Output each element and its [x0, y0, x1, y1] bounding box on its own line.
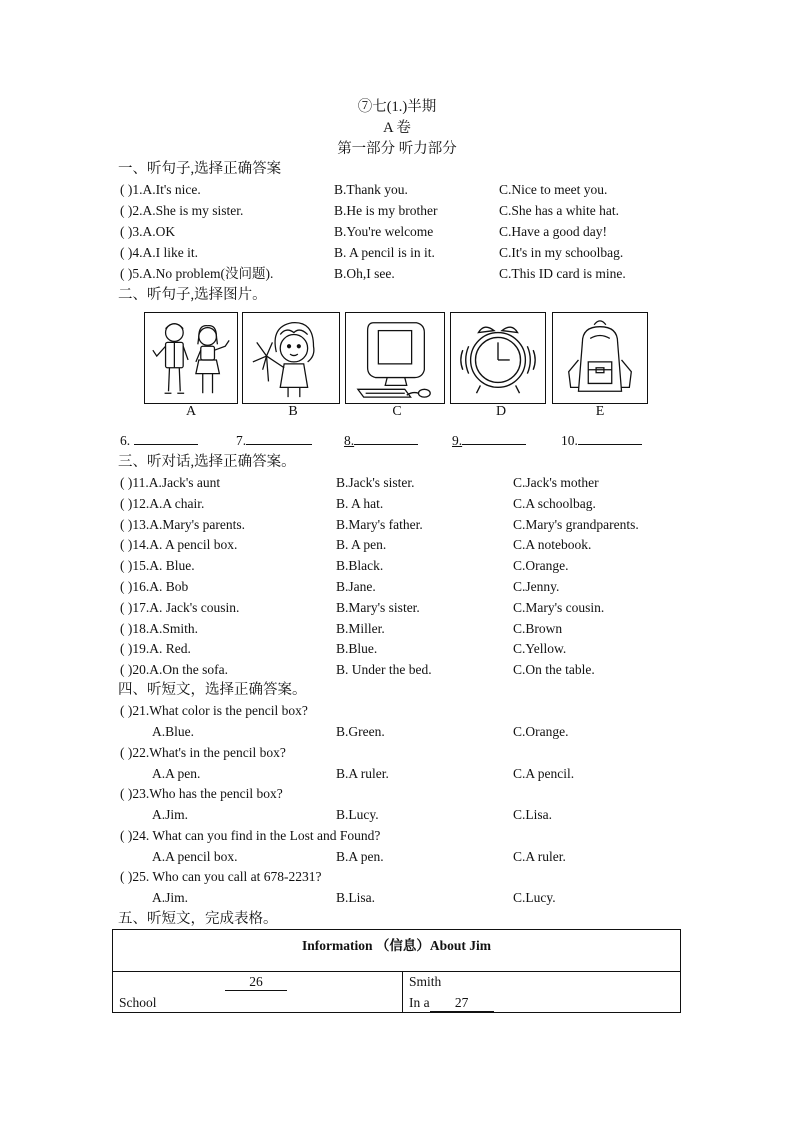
question-1-option-b: B.Thank you. — [334, 182, 408, 197]
question-1-option-a: ( )1.A.It's nice. — [120, 182, 201, 197]
question-15-option-b: B.Black. — [336, 558, 384, 573]
info-cell-smith — [403, 972, 681, 1013]
picture-letter-b: B — [288, 404, 298, 419]
question-11-option-c: C.Jack's mother — [513, 475, 599, 490]
info-table-header: Information （信息）About Jim — [113, 930, 681, 972]
info-cell-school — [113, 972, 403, 1013]
question-22-option-a: A.A pen. — [152, 766, 201, 781]
picture-c-computer — [345, 312, 445, 404]
answer-blank-8[interactable]: 8. — [344, 431, 418, 449]
question-25-stem: ( )25. Who can you call at 678-2231? — [120, 869, 322, 884]
question-20-option-c: C.On the table. — [513, 662, 595, 677]
question-17-option-b: B.Mary's sister. — [336, 600, 420, 615]
question-20-option-a: ( )20.A.On the sofa. — [120, 662, 228, 677]
question-21-option-b: B.Green. — [336, 724, 385, 739]
question-21-stem: ( )21.What color is the pencil box? — [120, 703, 308, 718]
question-15-option-c: C.Orange. — [513, 558, 569, 573]
question-24-option-a: A.A pencil box. — [152, 849, 238, 864]
question-12-option-a: ( )12.A.A chair. — [120, 496, 205, 511]
question-3-option-b: B.You're welcome — [334, 224, 434, 239]
answer-blank-7[interactable]: 7. — [236, 431, 312, 449]
section1-title: 一、听句子,选择正确答案 — [118, 161, 282, 177]
question-11-option-a: ( )11.A.Jack's aunt — [120, 475, 221, 490]
backpack-icon — [553, 313, 647, 403]
picture-letter-c: C — [392, 404, 402, 419]
question-19-option-c: C.Yellow. — [513, 641, 567, 656]
question-3-option-c: C.Have a good day! — [499, 224, 607, 239]
question-18-option-a: ( )18.A.Smith. — [120, 621, 199, 636]
question-13-option-a: ( )13.A.Mary's parents. — [120, 517, 246, 532]
section2-title: 二、听句子,选择图片。 — [118, 287, 267, 303]
picture-d-alarm-clock — [450, 312, 546, 404]
blank-26[interactable]: 26 — [225, 974, 287, 991]
question-12-option-b: B. A hat. — [336, 496, 384, 511]
question-17-option-c: C.Mary's cousin. — [513, 600, 605, 615]
question-14-option-c: C.A notebook. — [513, 537, 592, 552]
exam-volume: A 卷 — [383, 120, 411, 136]
section4-title: 四、听短文，选择正确答案。 — [118, 682, 307, 698]
answer-blank-9[interactable]: 9. — [452, 431, 526, 449]
computer-icon — [346, 313, 444, 403]
question-21-option-c: C.Orange. — [513, 724, 569, 739]
question-24-option-b: B.A pen. — [336, 849, 384, 864]
boy-and-girl-icon — [145, 313, 237, 403]
picture-a-boy-girl — [144, 312, 238, 404]
question-11-option-b: B.Jack's sister. — [336, 475, 415, 490]
question-19-option-a: ( )19.A. Red. — [120, 641, 191, 656]
question-2-option-c: C.She has a white hat. — [499, 203, 619, 218]
section3-title: 三、听对话,选择正确答案。 — [118, 454, 296, 470]
question-5-option-b: B.Oh,I see. — [334, 266, 395, 281]
question-25-option-b: B.Lisa. — [336, 890, 375, 905]
question-16-option-c: C.Jenny. — [513, 579, 560, 594]
question-23-option-c: C.Lisa. — [513, 807, 552, 822]
question-16-option-b: B.Jane. — [336, 579, 376, 594]
question-25-option-c: C.Lucy. — [513, 890, 556, 905]
question-22-option-b: B.A ruler. — [336, 766, 389, 781]
question-23-stem: ( )23.Who has the pencil box? — [120, 786, 283, 801]
question-15-option-a: ( )15.A. Blue. — [120, 558, 195, 573]
question-13-option-c: C.Mary's grandparents. — [513, 517, 639, 532]
question-18-option-c: C.Brown — [513, 621, 563, 636]
picture-b-girl-pinwheel — [242, 312, 340, 404]
exam-title: ⑦七(1.)半期 — [357, 99, 437, 115]
info-table — [112, 929, 681, 1013]
smith-label: Smith — [409, 974, 442, 989]
question-24-option-c: C.A ruler. — [513, 849, 566, 864]
question-19-option-b: B.Blue. — [336, 641, 378, 656]
girl-with-pinwheel-icon — [243, 313, 339, 403]
picture-letter-a: A — [185, 404, 197, 419]
question-13-option-b: B.Mary's father. — [336, 517, 423, 532]
picture-letter-d: D — [495, 404, 507, 419]
question-18-option-b: B.Miller. — [336, 621, 385, 636]
question-24-stem: ( )24. What can you find in the Lost and Found? — [120, 828, 381, 843]
exam-part: 第一部分 听力部分 — [337, 141, 457, 157]
picture-e-backpack — [552, 312, 648, 404]
question-5-option-a: ( )5.A.No problem(没问题). — [120, 266, 274, 281]
question-22-option-c: C.A pencil. — [513, 766, 575, 781]
question-22-stem: ( )22.What's in the pencil box? — [120, 745, 286, 760]
answer-blank-6[interactable]: 6. — [120, 431, 198, 449]
question-20-option-b: B. Under the bed. — [336, 662, 432, 677]
picture-letter-e: E — [595, 404, 605, 419]
question-23-option-a: A.Jim. — [152, 807, 189, 822]
blank-27[interactable]: In a 27 — [409, 995, 494, 1012]
question-14-option-a: ( )14.A. A pencil box. — [120, 537, 238, 552]
answer-blank-10[interactable]: 10. — [561, 431, 642, 449]
question-5-option-c: C.This ID card is mine. — [499, 266, 626, 281]
question-4-option-a: ( )4.A.I like it. — [120, 245, 198, 260]
question-2-option-b: B.He is my brother — [334, 203, 438, 218]
question-17-option-a: ( )17.A. Jack's cousin. — [120, 600, 240, 615]
question-12-option-c: C.A schoolbag. — [513, 496, 596, 511]
question-1-option-c: C.Nice to meet you. — [499, 182, 608, 197]
question-25-option-a: A.Jim. — [152, 890, 189, 905]
question-21-option-a: A.Blue. — [152, 724, 194, 739]
question-4-option-c: C.It's in my schoolbag. — [499, 245, 624, 260]
question-16-option-a: ( )16.A. Bob — [120, 579, 189, 594]
section5-title: 五、听短文，完成表格。 — [118, 911, 278, 927]
question-4-option-b: B. A pencil is in it. — [334, 245, 435, 260]
question-3-option-a: ( )3.A.OK — [120, 224, 176, 239]
school-label: School — [119, 995, 157, 1010]
question-2-option-a: ( )2.A.She is my sister. — [120, 203, 244, 218]
alarm-clock-icon — [451, 313, 545, 403]
question-23-option-b: B.Lucy. — [336, 807, 379, 822]
question-14-option-b: B. A pen. — [336, 537, 387, 552]
